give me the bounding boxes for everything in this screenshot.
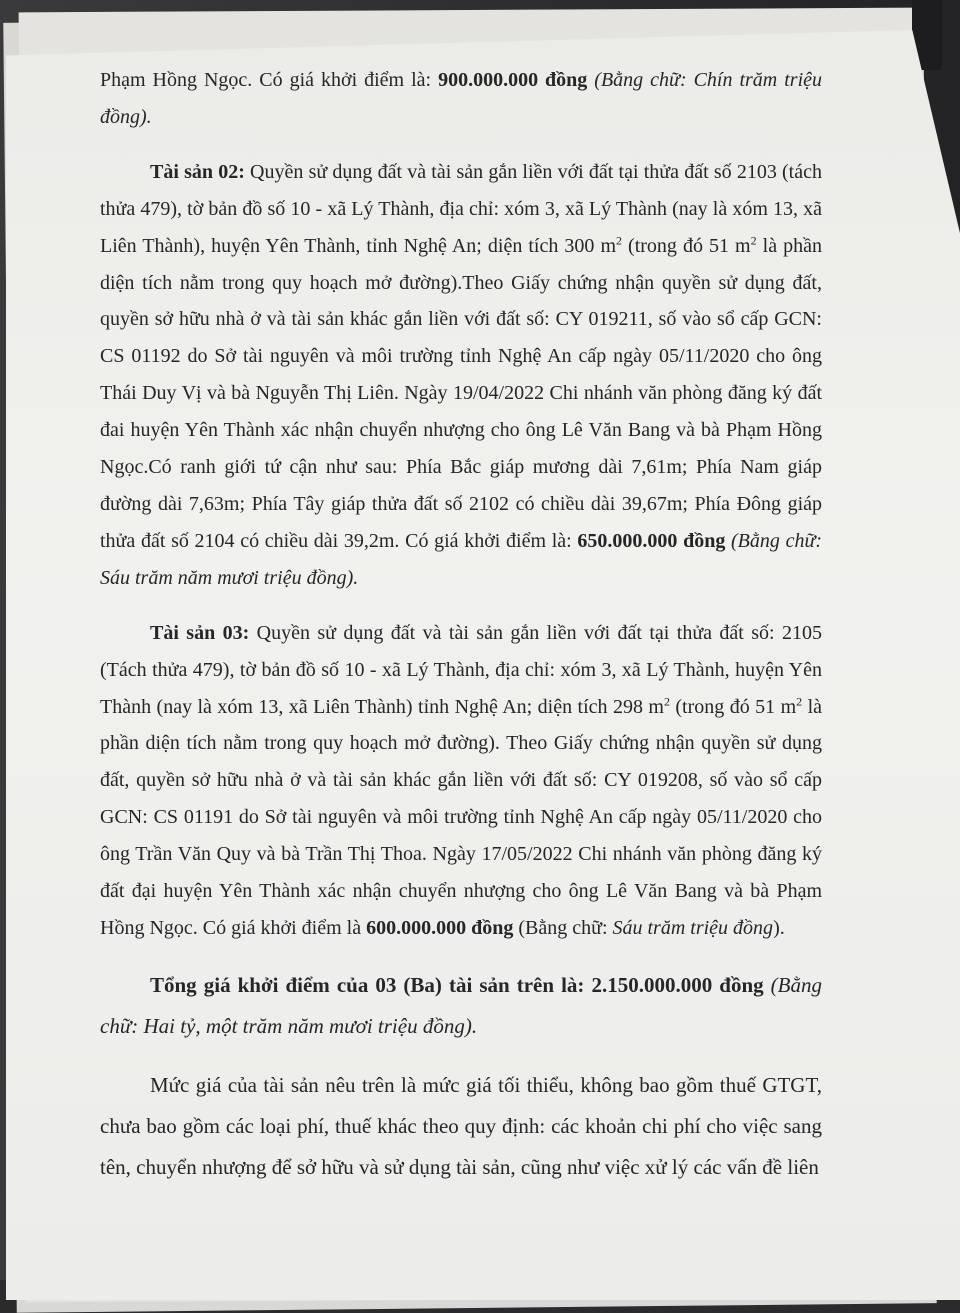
asset-03-sup-1: 2 [663, 693, 670, 708]
paragraph-asset-03 [100, 615, 822, 947]
paragraph-1 [100, 62, 822, 136]
paragraph-total [100, 965, 822, 1047]
asset-03-sup-2: 2 [796, 693, 803, 708]
asset-03-words-prefix: (Bằng chữ: [513, 916, 613, 939]
total-words: (Bằng chữ: Hai tỷ, một trăm năm mươi triệu đồng). [100, 972, 822, 1038]
asset-03-words: Sáu trăm triệu đồng [612, 916, 774, 939]
total-label: Tổng giá khởi điểm của 03 (Ba) tài sản trên là: 2.150.000.000 đồng [150, 972, 764, 997]
asset-02-words: (Bằng chữ: Sáu trăm năm mươi triệu đồng). [100, 529, 823, 589]
document-body [100, 62, 822, 1188]
paragraph-price-note [100, 1065, 822, 1188]
asset-03-price: 600.000.000 đồng [366, 916, 514, 939]
asset-02-sup-2: 2 [750, 232, 757, 247]
p1-text: Phạm Hồng Ngọc. Có giá khởi điểm là: [100, 69, 439, 91]
asset-03-text-1: Quyền sử dụng đất và tài sản gắn liền với đất tại thửa đất số: 2105 (Tách thửa 479), tờ bản đồ số 10 - xã Lý Thành, địa chỉ: xóm 3, xã Lý Thành, huyện Yên Thành (nay là xóm 13, xã Liên Thành) tỉnh Nghệ An; diện tích 298 m [100, 621, 823, 718]
asset-02-price: 650.000.000 đồng [577, 529, 726, 552]
asset-03-words-suffix: ). [773, 916, 785, 939]
price-note-text: Mức giá của tài sản nêu trên là mức giá tối thiểu, không bao gồm thuế GTGT, chưa bao gồm các loại phí, thuế khác theo quy định: các khoản chi phí cho việc sang tên, chuyển nhượng để sở hữu và sử dụng tài sản, cũng như việc xử lý các vấn đề liên [100, 1072, 822, 1179]
asset-03-text-3: là phần diện tích nằm trong quy hoạch mở đường). Theo Giấy chứng nhận quyền sử dụng đất, quyền sở hữu nhà ở và tài sản khác gắn liền với đất số: CY 019208, số vào sổ cấp GCN: CS 01191 do Sở tài nguyên và môi trường tỉnh Nghệ An cấp ngày 05/11/2020 cho ông Trần Văn Quy và bà Trần Thị Thoa. Ngày 17/05/2022 Chi nhánh văn phòng đăng ký đất đại huyện Yên Thành xác nhận chuyển nhượng cho ông Lê Văn Bang và bà Phạm Hồng Ngọc. Có giá khởi điểm là [100, 695, 823, 939]
asset-03-label: Tài sản 03: [150, 621, 250, 644]
asset-02-text-2: (trong đó 51 m [622, 234, 751, 257]
asset-02-sup-1: 2 [616, 232, 622, 247]
p1-words: (Bằng chữ: Chín trăm triệu đồng). [100, 69, 823, 128]
asset-02-text-1: Quyền sử dụng đất và tài sản gắn liền với đất tại thửa đất số 2103 (tách thửa 479), tờ bản đồ số 10 - xã Lý Thành, địa chỉ: xóm 3, xã Lý Thành (nay là xóm 13, xã Liên Thành), huyện Yên Thành, tỉnh Nghệ An; diện tích 300 m [100, 160, 822, 257]
asset-03-text-2: (trong đó 51 m [669, 695, 797, 718]
asset-02-label: Tài sản 02: [150, 160, 245, 183]
p1-price: 900.000.000 đồng [438, 69, 588, 91]
asset-02-text-3: là phần diện tích nằm trong quy hoạch mở đường).Theo Giấy chứng nhận quyền sử dụng đất, quyền sở hữu nhà ở và tài sản khác gắn liền với đất số: CY 019211, số vào sổ cấp GCN: CS 01192 do Sở tài nguyên và môi trường tỉnh Nghệ An cấp ngày 05/11/2020 cho ông Thái Duy Vị và bà Nguyễn Thị Liên. Ngày 19/04/2022 Chi nhánh văn phòng đăng ký đất đai huyện Yên Thành xác nhận chuyển nhượng cho ông Lê Văn Bang và bà Phạm Hồng Ngọc.Có ranh giới tứ cận như sau: Phía Bắc giáp mương dài 7,61m; Phía Nam giáp đường dài 7,63m; Phía Tây giáp thửa đất số 2102 có chiều dài 39,67m; Phía Đông giáp thửa đất số 2104 có chiều dài 39,2m. Có giá khởi điểm là: [100, 234, 823, 552]
paragraph-asset-02 [100, 154, 822, 597]
